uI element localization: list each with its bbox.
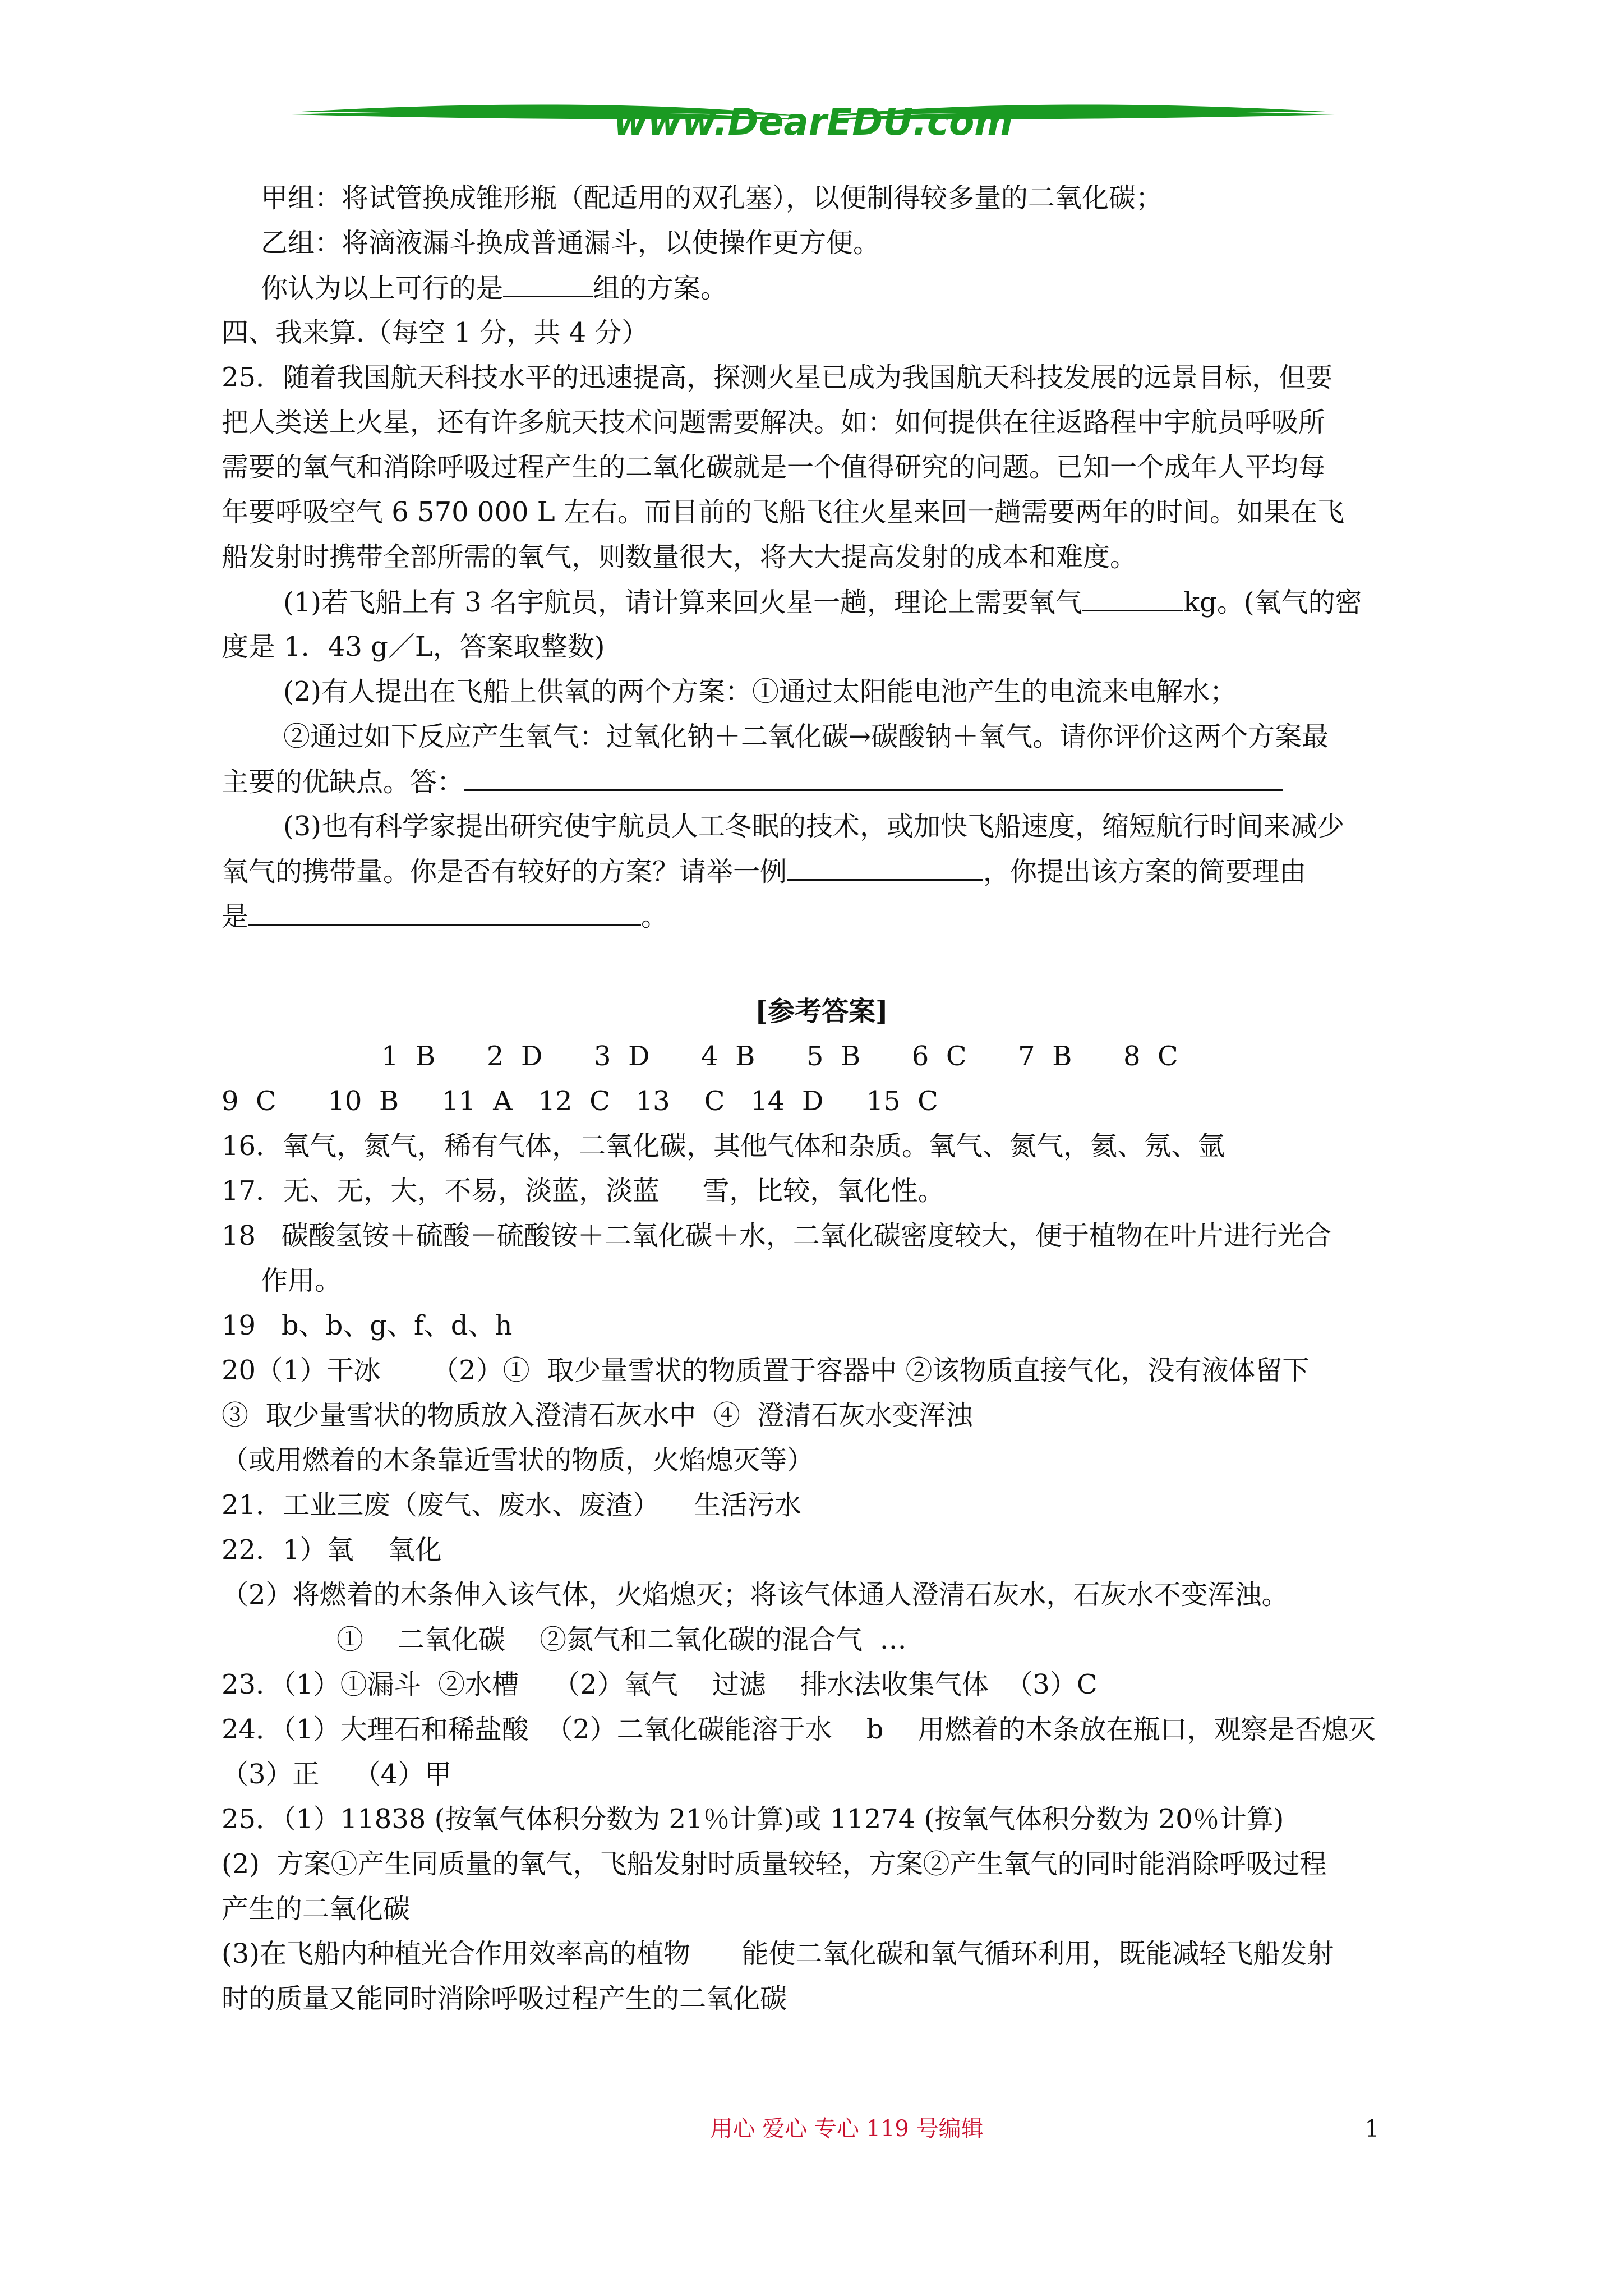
q25-line-3: 需要的氧气和消除呼吸过程产生的二氧化碳就是一个值得研究的问题。已知一个成年人平均每 xyxy=(222,452,1326,483)
q25-2-answer-label: 主要的优缺点。答： xyxy=(222,766,464,798)
answer-line-1: 1 B 2 D 3 D 4 B 5 B 6 C 7 B 8 C xyxy=(381,1041,1178,1072)
answer-line-20: 20（1）干冰 （2）① 取少量雪状的物质置于容器中 ②该物质直接气化，没有液体留下 xyxy=(222,1355,1310,1386)
answer-line-17: 17．无、无，大，不易，淡蓝，淡蓝 雪，比较，氧化性。 xyxy=(222,1175,945,1207)
answer-line-18-cont: 作用。 xyxy=(261,1265,342,1296)
q25-1-answer-blank[interactable] xyxy=(1082,585,1183,611)
page-number: 1 xyxy=(1364,2115,1380,2142)
answer-line-18: 18 碳酸氢铵＋硫酸－硫酸铵＋二氧化碳＋水，二氧化碳密度较大，便于植物在叶片进行光合 xyxy=(222,1220,1331,1251)
q25-1-line xyxy=(283,585,1362,619)
q24-choice-pre: 你认为以上可行的是 xyxy=(261,273,504,304)
q25-line-5: 船发射时携带全部所需的氧气，则数量很大，将大大提高发射的成本和难度。 xyxy=(222,541,1137,573)
answer-line-25-3-cont: 时的质量又能同时消除呼吸过程产生的二氧化碳 xyxy=(222,1983,787,2014)
q25-line-2: 把人类送上火星，还有许多航天技术问题需要解决。如：如何提供在往返路程中宇航员呼吸所 xyxy=(222,407,1326,438)
answer-line-25-1: 25．（1）11838 (按氧气体积分数为 21％计算)或 11274 (按氧气体积分数为 20％计算) xyxy=(222,1803,1284,1835)
answer-line-19: 19 b、b、g、f、d、h xyxy=(222,1310,513,1341)
q24-choice-line xyxy=(261,271,727,305)
q25-3-pre: 氧气的携带量。你是否有较好的方案？请举一例 xyxy=(222,856,787,887)
q25-line-4: 年要呼吸空气 6 570 000 L 左右。而目前的飞船飞往火星来回一趟需要两年的时间。如果在飞 xyxy=(222,496,1344,528)
answer-line-24-cont: （3）正 （4）甲 xyxy=(222,1759,452,1790)
answer-line-22: 22．1）氧 氧化 xyxy=(222,1534,442,1566)
q24-choice-post: 组的方案。 xyxy=(593,273,728,304)
site-logo-text: www.DearEDU.com xyxy=(613,100,1013,144)
answer-line-16: 16．氧气，氮气，稀有气体，二氧化碳，其他气体和杂质。氧气、氮气，氦、氖、氩 xyxy=(222,1130,1225,1162)
q24-group-a: 甲组：将试管换成锥形瓶（配适用的双孔塞），以便制得较多量的二氧化碳； xyxy=(261,182,1163,214)
q25-2-line3 xyxy=(222,765,1283,798)
answer-line-25-3: (3)在飞船内种植光合作用效率高的植物 能使二氧化碳和氧气循环利用，既能减轻飞船发射 xyxy=(222,1938,1334,1970)
answer-line-20-alt: （或用燃着的木条靠近雪状的物质，火焰熄灭等） xyxy=(222,1444,814,1476)
q25-line-1: 25．随着我国航天科技水平的迅速提高，探测火星已成为我国航天科技发展的远景目标，但要 xyxy=(222,362,1333,393)
q25-3-reason-pre: 是 xyxy=(222,901,249,932)
answer-line-2: 9 C 10 B 11 A 12 C 13 C 14 D 15 C xyxy=(222,1085,938,1117)
q25-3-example-blank[interactable] xyxy=(787,854,983,881)
answer-line-25-2: (2) 方案①产生同质量的氧气，飞船发射时质量较轻，方案②产生氧气的同时能消除呼吸过程 xyxy=(222,1848,1327,1880)
q25-3-reason-post: 。 xyxy=(641,901,668,932)
q25-1-line2: 度是 1．43 g／L，答案取整数) xyxy=(222,631,605,662)
answer-line-23: 23．（1）①漏斗 ②水槽 （2）氧气 过滤 排水法收集气体 （3）C xyxy=(222,1669,1098,1700)
section4-title: 四、我来算.（每空 1 分，共 4 分） xyxy=(222,317,649,348)
q25-1-pre: (1)若飞船上有 3 名宇航员，请计算来回火星一趟，理论上需要氧气 xyxy=(283,587,1083,618)
q25-2-line1: (2)有人提出在飞船上供氧的两个方案：①通过太阳能电池产生的电流来电解水； xyxy=(283,676,1237,707)
q25-3-line1: (3)也有科学家提出研究使宇航员人工冬眠的技术，或加快飞船速度，缩短航行时间来减少 xyxy=(283,811,1344,842)
q24-answer-blank[interactable] xyxy=(503,271,593,297)
answer-line-20-cont: ③ 取少量雪状的物质放入澄清石灰水中 ④ 澄清石灰水变浑浊 xyxy=(222,1400,973,1431)
answer-line-24: 24．（1）大理石和稀盐酸 （2）二氧化碳能溶于水 b 用燃着的木条放在瓶口，观察是否熄灭 xyxy=(222,1714,1376,1745)
answers-heading: [参考答案] xyxy=(755,996,888,1027)
answer-line-22-3: ① 二氧化碳 ②氮气和二氧化碳的混合气 … xyxy=(336,1624,907,1655)
q25-3-post: ，你提出该方案的简要理由 xyxy=(983,856,1307,887)
answer-line-22-2: （2）将燃着的木条伸入该气体，火焰熄灭；将该气体通人澄清石灰水，石灰水不变浑浊。 xyxy=(222,1579,1289,1611)
q25-2-answer-blank[interactable] xyxy=(464,765,1283,791)
q25-3-line2 xyxy=(222,854,1306,888)
q25-2-line2: ②通过如下反应产生氧气：过氧化钠＋二氧化碳→碳酸钠＋氧气。请你评价这两个方案最 xyxy=(283,721,1329,752)
q25-3-reason-blank[interactable] xyxy=(248,899,641,926)
q24-group-b: 乙组：将滴液漏斗换成普通漏斗，以使操作更方便。 xyxy=(261,227,880,259)
footer-credit: 用心 爱心 专心 119 号编辑 xyxy=(710,2116,984,2142)
answer-line-25-2-cont: 产生的二氧化碳 xyxy=(222,1893,411,1925)
q25-1-post: kg。(氧气的密 xyxy=(1183,587,1362,618)
q25-3-line3 xyxy=(222,899,668,933)
answer-line-21: 21．工业三废（废气、废水、废渣） 生活污水 xyxy=(222,1489,802,1521)
